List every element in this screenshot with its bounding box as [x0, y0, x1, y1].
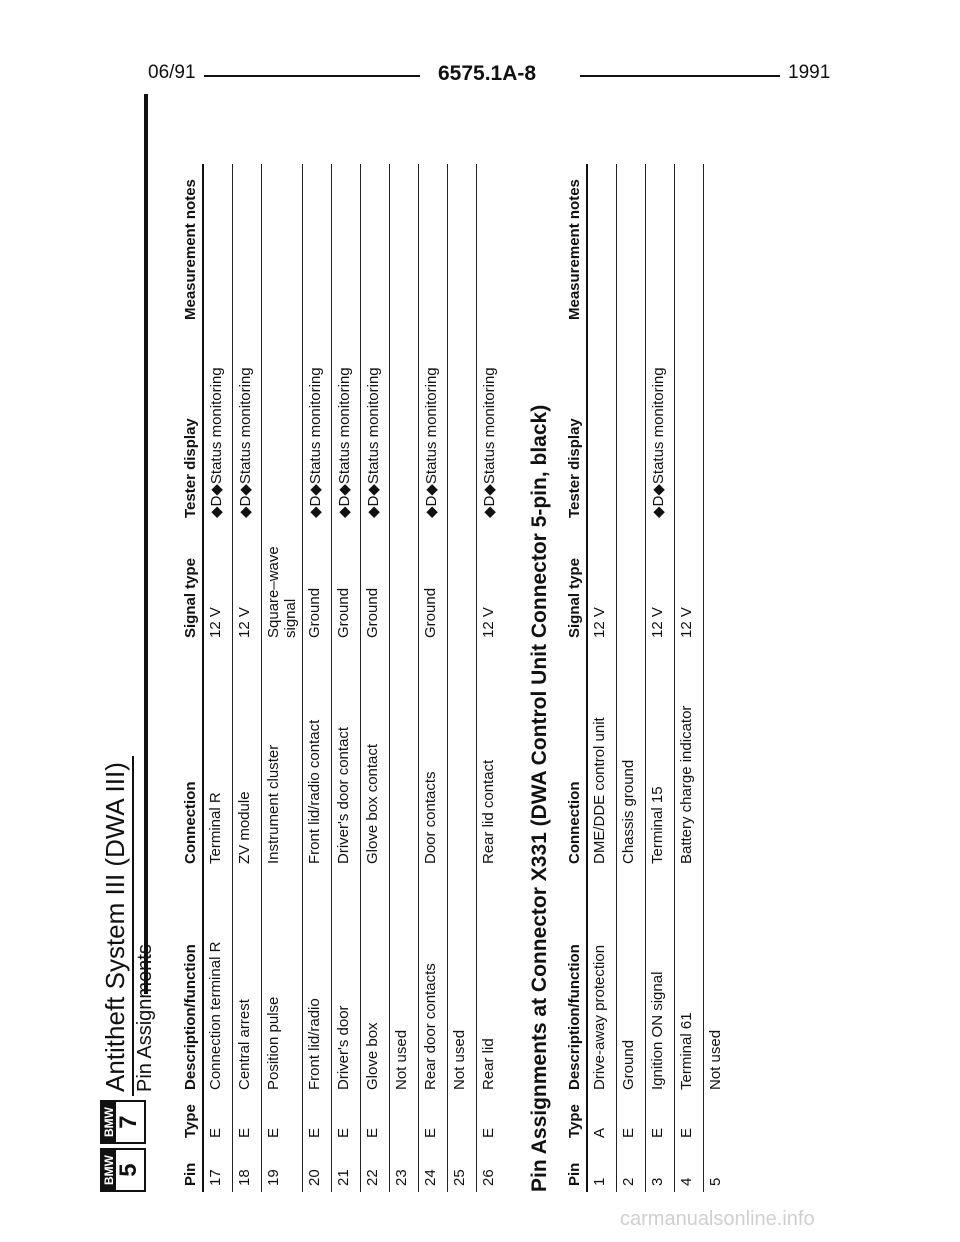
- badge-number: 7: [115, 1115, 142, 1129]
- table-body: [203, 164, 505, 1192]
- cell-measurement-notes: [646, 164, 675, 326]
- cell-type: A: [587, 1096, 617, 1144]
- cell-tester-display: [262, 326, 303, 524]
- cell-pin: 1: [587, 1144, 617, 1192]
- cell-description: Position pulse: [262, 870, 303, 1096]
- cell-signal-type: [617, 524, 646, 644]
- cell-signal-type: Ground: [332, 524, 361, 644]
- cell-tester-display: [617, 326, 646, 524]
- cell-type: E: [303, 1096, 332, 1144]
- cell-tester-display: [448, 326, 477, 524]
- cell-description: Rear door contacts: [419, 870, 448, 1096]
- header-rule-left: [200, 75, 420, 77]
- table-row: [617, 164, 646, 1192]
- col-signal-type: Signal type: [566, 557, 583, 638]
- cell-tester-display: ◆D◆Status monitoring: [203, 326, 233, 524]
- cell-pin: 22: [361, 1144, 390, 1192]
- col-connection: Connection: [566, 781, 583, 864]
- cell-pin: 21: [332, 1144, 361, 1192]
- cell-measurement-notes: [233, 164, 262, 326]
- table-row: [390, 164, 419, 1192]
- cell-measurement-notes: [262, 164, 303, 326]
- cell-connection: Glove box contact: [361, 644, 390, 870]
- table-row: [203, 164, 233, 1192]
- cell-measurement-notes: [303, 164, 332, 326]
- cell-measurement-notes: [477, 164, 506, 326]
- badge-number: 5: [115, 1163, 142, 1177]
- cell-signal-type: 12 V: [233, 524, 262, 644]
- cell-description: Drive-away protection: [587, 870, 617, 1096]
- cell-signal-type: 12 V: [477, 524, 506, 644]
- cell-description: Front lid/radio: [303, 870, 332, 1096]
- cell-tester-display: [390, 326, 419, 524]
- header-date: 06/91: [140, 62, 204, 84]
- col-measurement-notes: Measurement notes: [182, 179, 199, 320]
- cell-connection: Chassis ground: [617, 644, 646, 870]
- cell-signal-type: Ground: [419, 524, 448, 644]
- cell-type: E: [477, 1096, 506, 1144]
- cell-measurement-notes: [587, 164, 617, 326]
- pin-table-main: [182, 164, 505, 1192]
- cell-signal-type: Ground: [303, 524, 332, 644]
- cell-type: E: [262, 1096, 303, 1144]
- cell-type: [704, 1096, 733, 1144]
- badge-brand: BMW: [102, 1150, 116, 1190]
- cell-measurement-notes: [332, 164, 361, 326]
- cell-type: E: [419, 1096, 448, 1144]
- cell-connection: Front lid/radio contact: [303, 644, 332, 870]
- cell-pin: 3: [646, 1144, 675, 1192]
- cell-connection: [390, 644, 419, 870]
- cell-type: [390, 1096, 419, 1144]
- cell-type: E: [646, 1096, 675, 1144]
- table-row: [233, 164, 262, 1192]
- cell-measurement-notes: [390, 164, 419, 326]
- cell-tester-display: ◆D◆Status monitoring: [361, 326, 390, 524]
- cell-description: Terminal 61: [675, 870, 704, 1096]
- cell-description: Not used: [390, 870, 419, 1096]
- cell-measurement-notes: [675, 164, 704, 326]
- pin-table-x331: [566, 164, 732, 1192]
- cell-connection: [704, 644, 733, 870]
- cell-type: E: [361, 1096, 390, 1144]
- cell-type: E: [233, 1096, 262, 1144]
- cell-pin: 17: [203, 1144, 233, 1192]
- cell-description: Not used: [704, 870, 733, 1096]
- cell-type: [448, 1096, 477, 1144]
- table-row: [704, 164, 733, 1192]
- cell-description: Ground: [617, 870, 646, 1096]
- cell-tester-display: [704, 326, 733, 524]
- cell-description: Central arrest: [233, 870, 262, 1096]
- cell-pin: 18: [233, 1144, 262, 1192]
- table-row: [262, 164, 303, 1192]
- cell-pin: 26: [477, 1144, 506, 1192]
- cell-tester-display: ◆D◆Status monitoring: [233, 326, 262, 524]
- col-description: Description/function: [182, 944, 199, 1090]
- cell-connection: Terminal 15: [646, 644, 675, 870]
- cell-connection: Driver's door contact: [332, 644, 361, 870]
- cell-signal-type: [448, 524, 477, 644]
- cell-signal-type: [704, 524, 733, 644]
- table-row: [587, 164, 617, 1192]
- cell-tester-display: ◆D◆Status monitoring: [419, 326, 448, 524]
- cell-pin: 4: [675, 1144, 704, 1192]
- cell-tester-display: ◆D◆Status monitoring: [646, 326, 675, 524]
- cell-connection: Battery charge indicator: [675, 644, 704, 870]
- cell-measurement-notes: [617, 164, 646, 326]
- col-tester-display: Tester display: [566, 418, 583, 518]
- cell-signal-type: 12 V: [675, 524, 704, 644]
- cell-connection: DME/DDE control unit: [587, 644, 617, 870]
- page-header: [140, 62, 831, 90]
- col-pin: Pin: [182, 1162, 199, 1186]
- cell-signal-type: [390, 524, 419, 644]
- cell-signal-type: Ground: [361, 524, 390, 644]
- cell-type: E: [203, 1096, 233, 1144]
- cell-connection: Terminal R: [203, 644, 233, 870]
- cell-connection: ZV module: [233, 644, 262, 870]
- cell-type: E: [675, 1096, 704, 1144]
- cell-tester-display: ◆D◆Status monitoring: [332, 326, 361, 524]
- cell-connection: Door contacts: [419, 644, 448, 870]
- cell-type: E: [332, 1096, 361, 1144]
- table-row: [448, 164, 477, 1192]
- cell-pin: 23: [390, 1144, 419, 1192]
- cell-description: Connection terminal R: [203, 870, 233, 1096]
- table-row: [477, 164, 506, 1192]
- cell-signal-type: 12 V: [203, 524, 233, 644]
- cell-signal-type: Square–wave signal: [262, 524, 303, 644]
- table-row: [332, 164, 361, 1192]
- cell-pin: 19: [262, 1144, 303, 1192]
- col-connection: Connection: [182, 781, 199, 864]
- cell-tester-display: [587, 326, 617, 524]
- table-body: [587, 164, 732, 1192]
- cell-tester-display: ◆D◆Status monitoring: [303, 326, 332, 524]
- cell-description: Ignition ON signal: [646, 870, 675, 1096]
- cell-description: Rear lid: [477, 870, 506, 1096]
- cell-measurement-notes: [203, 164, 233, 326]
- cell-measurement-notes: [361, 164, 390, 326]
- table-row: [419, 164, 448, 1192]
- table-row: [646, 164, 675, 1192]
- cell-pin: 20: [303, 1144, 332, 1192]
- header-rule-right: [580, 75, 780, 77]
- document-subtitle: Pin Assignments: [134, 944, 156, 1092]
- cell-description: Driver's door: [332, 870, 361, 1096]
- rotated-content: [100, 112, 760, 1192]
- cell-tester-display: [675, 326, 704, 524]
- cell-measurement-notes: [704, 164, 733, 326]
- cell-connection: Instrument cluster: [262, 644, 303, 870]
- header-year: 1991: [780, 62, 838, 84]
- col-tester-display: Tester display: [182, 418, 199, 518]
- col-pin: Pin: [566, 1162, 583, 1186]
- table-header-row: [182, 164, 203, 1192]
- table-row: [675, 164, 704, 1192]
- table-header-row: [566, 164, 587, 1192]
- cell-description: Glove box: [361, 870, 390, 1096]
- header-code: 6575.1A-8: [430, 62, 544, 86]
- col-signal-type: Signal type: [182, 557, 199, 638]
- cell-measurement-notes: [448, 164, 477, 326]
- cell-pin: 24: [419, 1144, 448, 1192]
- col-type: Type: [566, 1104, 583, 1138]
- cell-connection: [448, 644, 477, 870]
- badge-series-5: [100, 1148, 146, 1192]
- col-measurement-notes: Measurement notes: [566, 179, 583, 320]
- col-type: Type: [182, 1104, 199, 1138]
- col-description: Description/function: [566, 944, 583, 1090]
- cell-signal-type: 12 V: [587, 524, 617, 644]
- cell-connection: Rear lid contact: [477, 644, 506, 870]
- badge-brand: BMW: [102, 1102, 116, 1142]
- badge-series-7: [100, 1100, 146, 1144]
- cell-pin: 5: [704, 1144, 733, 1192]
- cell-type: E: [617, 1096, 646, 1144]
- cell-pin: 2: [617, 1144, 646, 1192]
- model-badges: [100, 1100, 146, 1192]
- table-row: [303, 164, 332, 1192]
- cell-tester-display: ◆D◆Status monitoring: [477, 326, 506, 524]
- cell-description: Not used: [448, 870, 477, 1096]
- cell-pin: 25: [448, 1144, 477, 1192]
- table-row: [361, 164, 390, 1192]
- cell-measurement-notes: [419, 164, 448, 326]
- watermark-footer: carmanualsonline.info: [620, 1208, 815, 1230]
- cell-signal-type: 12 V: [646, 524, 675, 644]
- section-title-x331: Pin Assignments at Connector X331 (DWA Control Unit Connector 5-pin, black): [528, 404, 551, 1192]
- document-title: Antitheft System III (DWA III): [100, 762, 130, 1092]
